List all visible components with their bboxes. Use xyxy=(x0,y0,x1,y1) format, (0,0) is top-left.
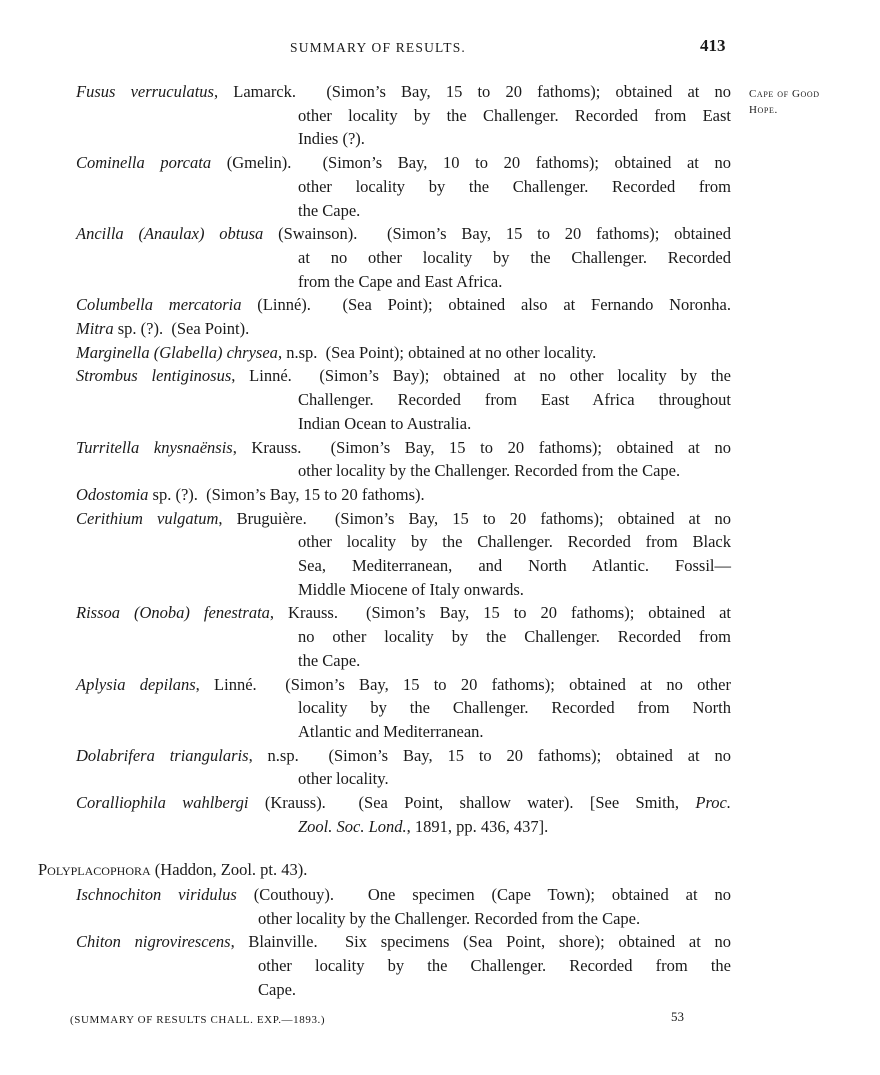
entry-text: (Simon’s Bay, 15 to 20 fathoms); obtained xyxy=(387,224,731,244)
species-author: sp. (?). xyxy=(148,484,198,504)
species-name: Turritella knysnaënsis xyxy=(76,437,233,457)
entry-text: (Simon’s Bay, 10 to 20 fathoms); obtained at no xyxy=(322,153,732,173)
species-entry xyxy=(76,364,731,435)
species-name: Columbella mercatoria xyxy=(76,295,242,315)
species-entry xyxy=(76,930,731,1001)
entry-text: other locality by the Challenger. Recorded from the Cape. xyxy=(298,461,681,481)
sheet-number: 53 xyxy=(671,1009,684,1024)
species-entry xyxy=(76,744,731,791)
entry-text: (Simon’s Bay, 15 to 20 fathoms). xyxy=(206,484,425,504)
species-entry xyxy=(76,673,731,744)
species-entry xyxy=(76,601,731,672)
entry-text: Indian Ocean to Australia. xyxy=(298,413,472,433)
species-author: sp. (?). xyxy=(113,319,164,339)
entry-text: other locality by the Challenger. Recorded from the xyxy=(258,956,731,976)
running-title: SUMMARY OF RESULTS. xyxy=(290,40,466,55)
entry-text: other locality by the Challenger. Recorded from Black xyxy=(298,532,731,552)
species-entry xyxy=(76,151,731,222)
entry-text: other locality by the Challenger. Recorded from xyxy=(298,176,731,196)
entry-text: Cape. xyxy=(258,979,297,999)
citation-journal: Proc. xyxy=(695,793,732,813)
species-name: Coralliophila wahlbergi xyxy=(76,793,249,813)
entry-text: (Simon’s Bay, 15 to 20 fathoms); obtained at no xyxy=(334,508,732,528)
species-author: (Couthouy). xyxy=(236,885,334,904)
entry-text: Challenger. Recorded from East Africa throughout xyxy=(298,390,731,410)
species-author: , Linné. xyxy=(231,366,292,386)
species-entry xyxy=(76,483,731,507)
entry-text: Indies (?). xyxy=(298,129,365,149)
species-name: Cominella porcata xyxy=(76,153,212,173)
chiton-list xyxy=(76,883,731,1002)
entry-text: (Sea Point); obtained at no other locality. xyxy=(325,342,597,362)
entry-text: no other locality by the Challenger. Recorded from xyxy=(298,627,731,647)
species-name: Chiton nigrovirescens xyxy=(76,932,231,952)
entry-text: (Simon’s Bay); obtained at no other locality by the xyxy=(319,366,732,386)
species-author: , Lamarck. xyxy=(213,82,297,101)
species-entry xyxy=(76,317,731,341)
page-number: 413 xyxy=(700,36,726,55)
margin-note xyxy=(749,86,859,118)
species-name: Ischnochiton viridulus xyxy=(76,885,237,904)
species-entry xyxy=(76,341,731,365)
entry-text: (Simon’s Bay, 15 to 20 fathoms); obtained at no xyxy=(328,745,731,765)
species-author: , n.sp. xyxy=(248,745,299,765)
species-name: Strombus lentiginosus xyxy=(76,366,232,386)
entry-text: Atlantic and Mediterranean. xyxy=(298,721,484,741)
species-name: Odostomia xyxy=(76,484,149,504)
entry-text: (Simon’s Bay, 15 to 20 fathoms); obtained at no other xyxy=(285,674,731,694)
margin-note-line: Hope. xyxy=(749,104,778,116)
page-footer xyxy=(0,1005,880,1029)
entry-text: locality by the Challenger. Recorded from North xyxy=(298,698,731,718)
species-author: , Bruguière. xyxy=(218,508,307,528)
citation-journal: Zool. Soc. Lond. xyxy=(298,816,407,836)
entry-text: Middle Miocene of Italy onwards. xyxy=(298,579,524,599)
entry-text: from the Cape and East Africa. xyxy=(298,271,503,291)
species-entry xyxy=(76,80,731,151)
species-name: Cerithium vulgatum xyxy=(76,508,219,528)
species-author: (Swainson). xyxy=(263,224,358,244)
entry-text: (Simon’s Bay, 15 to 20 fathoms); obtained at xyxy=(365,603,731,623)
species-name: Aplysia depilans xyxy=(76,674,196,694)
species-author: (Krauss). xyxy=(248,793,326,813)
species-entry xyxy=(76,293,731,317)
entry-text: One specimen (Cape Town); obtained at no xyxy=(367,885,731,904)
species-name: Rissoa (Onoba) fenestrata xyxy=(76,603,270,623)
species-author: , Krauss. xyxy=(232,437,302,457)
entry-text: other locality. xyxy=(298,769,389,789)
margin-note-line: Cape of Good xyxy=(749,88,820,100)
species-entry xyxy=(76,436,731,483)
entry-text: Six specimens (Sea Point, shore); obtained at no xyxy=(345,932,731,952)
species-name: Mitra xyxy=(76,319,114,339)
entry-text: other locality by the Challenger. Recorded from the Cape. xyxy=(258,908,641,928)
species-entry xyxy=(76,222,731,293)
entry-text: at no other locality by the Challenger. Recorded xyxy=(298,247,731,267)
group-title: Polyplacophora xyxy=(38,860,151,879)
entry-text: Sea, Mediterranean, and North Atlantic. Fossil— xyxy=(298,556,731,576)
species-author: , Linné. xyxy=(195,674,257,694)
entry-text: (Sea Point). xyxy=(171,319,250,339)
entry-text: the Cape. xyxy=(298,650,361,670)
species-entry xyxy=(76,791,731,838)
species-author: , n.sp. xyxy=(277,342,318,362)
species-author: (Linné). xyxy=(241,295,311,315)
species-author: , Blainville. xyxy=(230,932,318,952)
group-heading xyxy=(38,858,738,882)
entry-text: , 1891, pp. 436, 437]. xyxy=(406,816,549,836)
species-entry xyxy=(76,883,731,930)
entry-text: (Simon’s Bay, 15 to 20 fathoms); obtained at no xyxy=(326,82,732,101)
entry-text: (Sea Point); obtained also at Fernando Noronha. xyxy=(342,295,731,315)
entry-text: other locality by the Challenger. Recorded from East xyxy=(298,105,731,125)
species-author: (Gmelin). xyxy=(211,153,292,173)
species-list xyxy=(76,80,731,839)
species-name: Ancilla (Anaulax) obtusa xyxy=(76,224,264,244)
entry-text: (Simon’s Bay, 15 to 20 fathoms); obtained at no xyxy=(330,437,731,457)
species-name: Dolabrifera triangularis xyxy=(76,745,249,765)
footer-note: (SUMMARY OF RESULTS CHALL. EXP.—1893.) xyxy=(70,1014,326,1026)
page-header xyxy=(0,36,880,60)
entry-text: the Cape. xyxy=(298,200,361,220)
entry-text: (Sea Point, shallow water). [See Smith, xyxy=(358,793,680,813)
group-reference: (Haddon, Zool. pt. 43). xyxy=(150,860,308,879)
species-entry xyxy=(76,507,731,602)
species-name: Marginella (Glabella) chrysea xyxy=(76,342,278,362)
species-name: Fusus verruculatus xyxy=(76,82,214,101)
species-author: , Krauss. xyxy=(269,603,338,623)
